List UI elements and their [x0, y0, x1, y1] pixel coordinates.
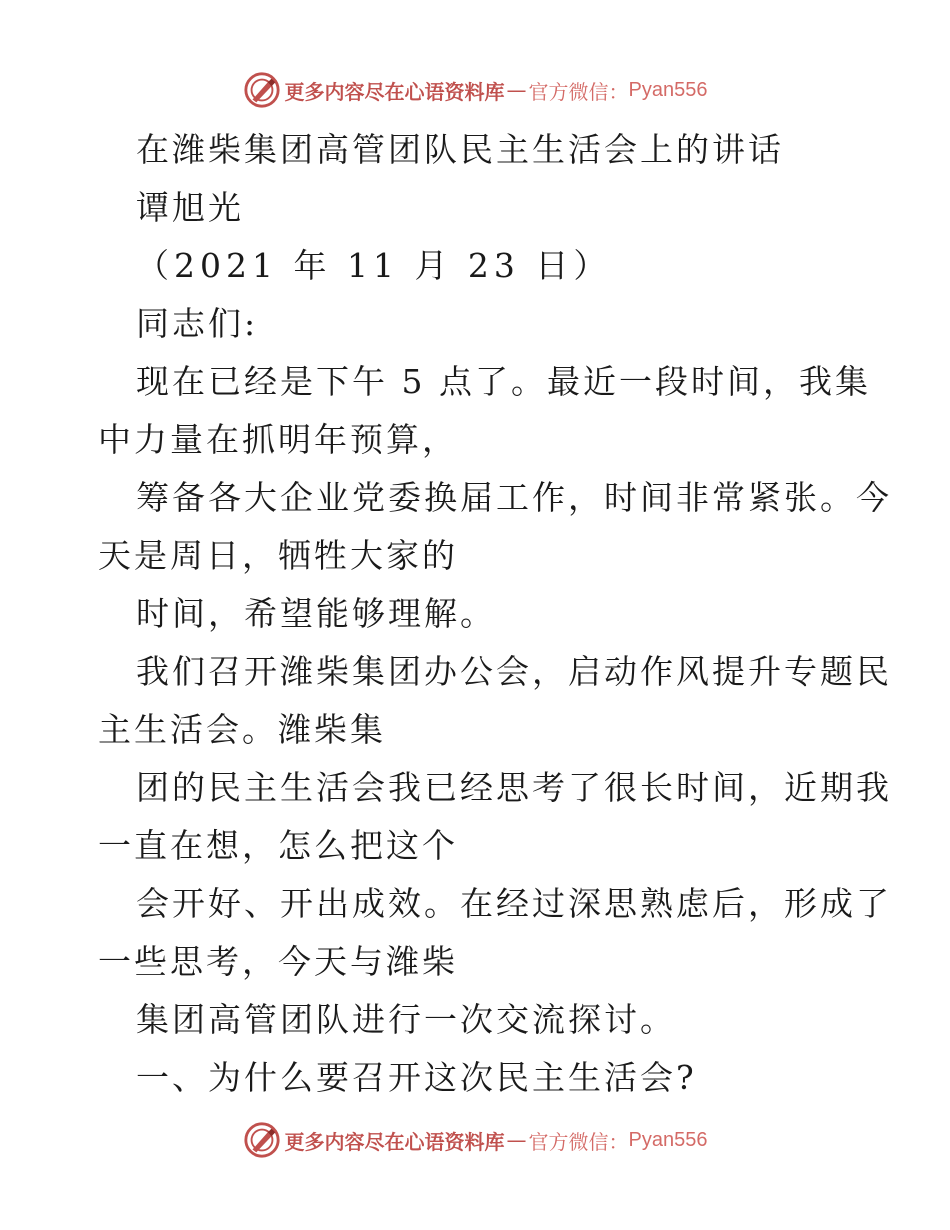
paragraph-line: 集团高管团队进行一次交流探讨。 [136, 1000, 676, 1039]
paragraph-line: 我们召开潍柴集团办公会，启动作风提升专题民 [136, 652, 892, 691]
banner-separator: — [506, 78, 527, 102]
banner-wechat-id: Pyan556 [628, 1128, 708, 1151]
paragraph-line: 中力量在抓明年预算， [98, 420, 458, 459]
document-greeting: 同志们: [136, 304, 259, 343]
banner-wechat-label: 官方微信： [528, 1129, 629, 1154]
banner-text: 更多内容尽在心语资料库 [284, 1129, 505, 1154]
section-heading: 一、为什么要召开这次民主生活会? [136, 1058, 697, 1097]
banner-text: 更多内容尽在心语资料库 [284, 79, 505, 104]
paragraph-line: 一些思考，今天与潍柴 [98, 942, 458, 981]
watermark-banner-top [0, 70, 950, 110]
watermark-banner-bottom [0, 1120, 950, 1160]
banner-separator: — [506, 1128, 527, 1152]
paragraph-line: 天是周日，牺牲大家的 [98, 536, 458, 575]
pen-logo-icon [243, 71, 281, 109]
paragraph-line: 主生活会。潍柴集 [98, 710, 386, 749]
paragraph-line: 筹备各大企业党委换届工作，时间非常紧张。今 [136, 478, 892, 517]
document-author: 谭旭光 [136, 188, 244, 227]
paragraph-line: 时间，希望能够理解。 [136, 594, 496, 633]
document-date: （2021 年 11 月 23 日） [136, 246, 612, 285]
paragraph-line: 现在已经是下午 5 点了。最近一段时间，我集 [136, 362, 871, 401]
banner-wechat-id: Pyan556 [628, 78, 708, 101]
paragraph-line: 会开好、开出成效。在经过深思熟虑后，形成了 [136, 884, 892, 923]
paragraph-line: 团的民主生活会我已经思考了很长时间，近期我 [136, 768, 892, 807]
document-title: 在潍柴集团高管团队民主生活会上的讲话 [136, 130, 784, 169]
banner-wechat-label: 官方微信： [528, 79, 629, 104]
document-body [98, 121, 892, 1107]
paragraph-line: 一直在想，怎么把这个 [98, 826, 458, 865]
pen-logo-icon [243, 1121, 281, 1159]
